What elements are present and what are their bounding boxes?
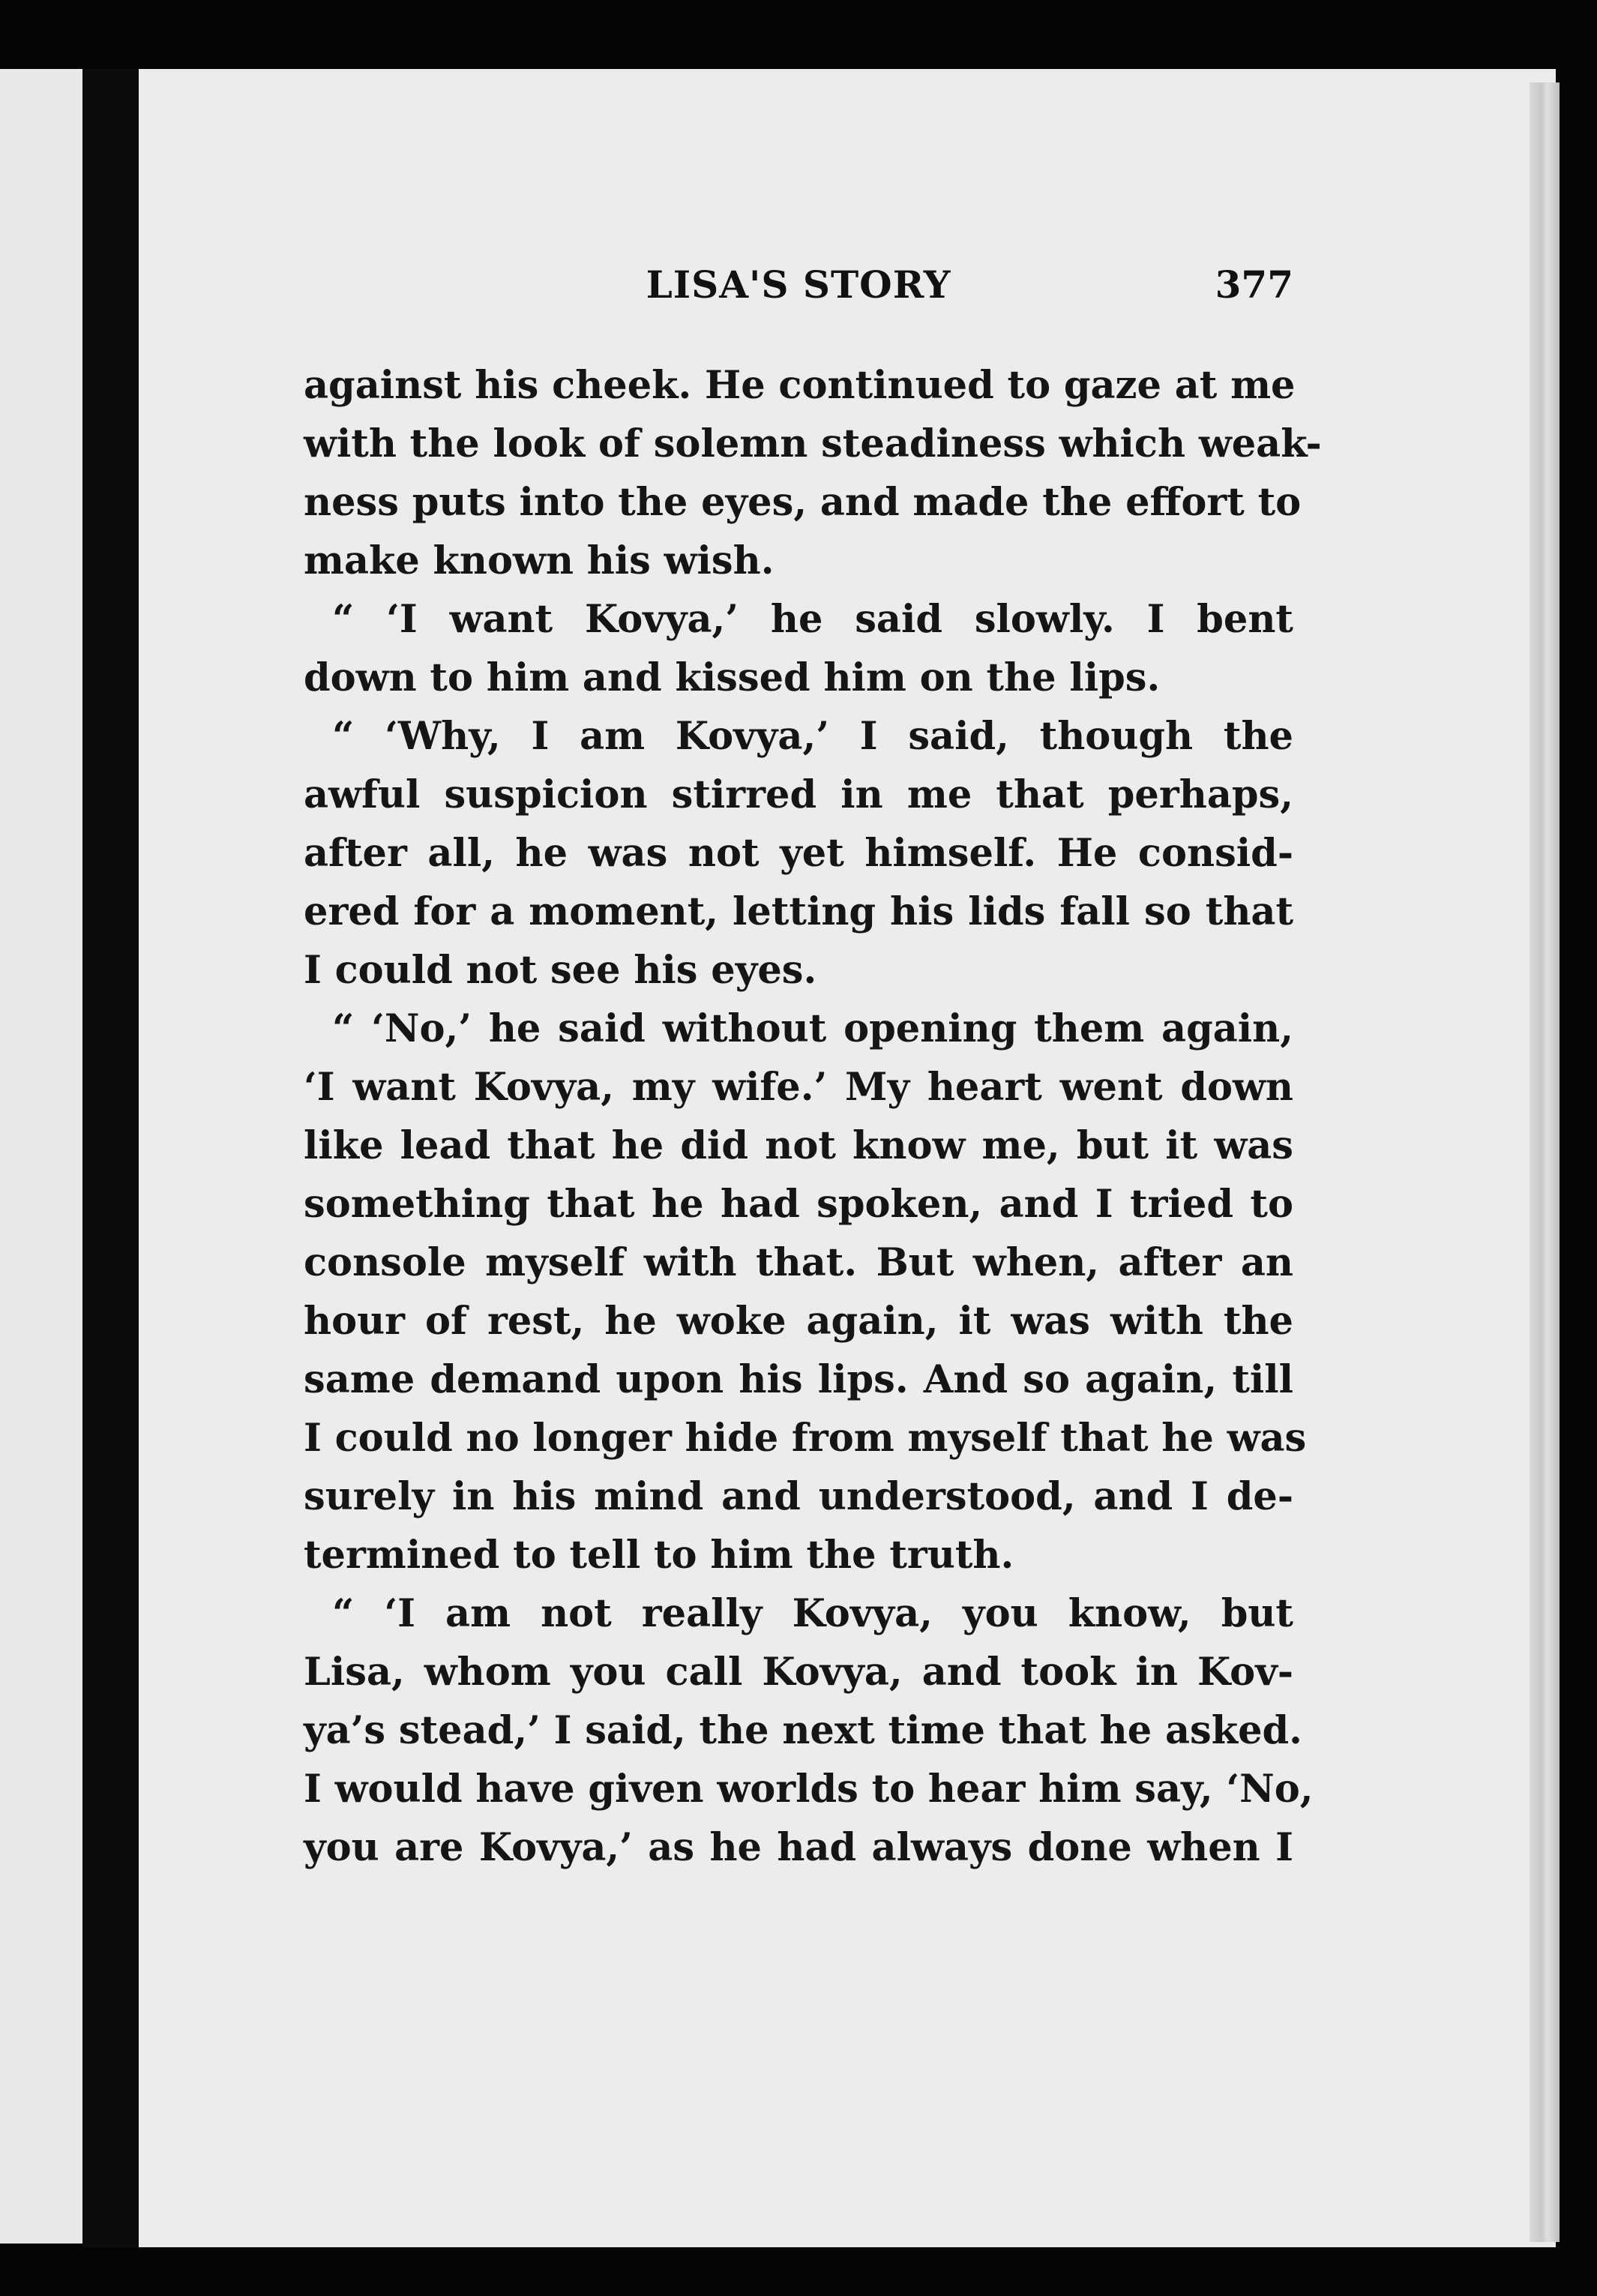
text-line: console myself with that. But when, after an [304, 1240, 1293, 1285]
page-fore-edge [1530, 82, 1560, 2242]
page-gutter [82, 69, 139, 2247]
text-line: “ ‘I want Kovya,’ he said slowly. I bent [332, 597, 1293, 642]
text-line: ‘I want Kovya, my wife.’ My heart went down [304, 1065, 1293, 1110]
text-line: surely in his mind and understood, and I de- [304, 1474, 1293, 1519]
text-line: ered for a moment, letting his lids fall so that [304, 889, 1293, 934]
text-line: Lisa, whom you call Kovya, and took in Kov- [304, 1650, 1293, 1695]
text-line: termined to tell to him the truth. [304, 1533, 1014, 1578]
text-line: “ ‘I am not really Kovya, you know, but [332, 1591, 1293, 1636]
text-line: same demand upon his lips. And so again, till [304, 1357, 1293, 1402]
text-line: awful suspicion stirred in me that perhaps, [304, 772, 1293, 817]
running-title: LISA'S STORY [646, 262, 951, 307]
text-line: you are Kovya,’ as he had always done when I [304, 1825, 1293, 1870]
text-line: make known his wish. [304, 538, 775, 583]
text-line: I could not see his eyes. [304, 948, 817, 993]
text-line: I would have given worlds to hear him say, ‘No, [304, 1767, 1314, 1812]
facing-page-edge [0, 69, 82, 2244]
text-line: hour of rest, he woke again, it was with the [304, 1299, 1293, 1344]
page-header [304, 262, 1293, 330]
text-line: something that he had spoken, and I tried to [304, 1182, 1293, 1227]
text-line: I could no longer hide from myself that he was [304, 1416, 1307, 1461]
text-line: after all, he was not yet himself. He consid- [304, 831, 1293, 876]
text-line: ya’s stead,’ I said, the next time that he asked. [304, 1708, 1302, 1753]
text-line: “ ‘Why, I am Kovya,’ I said, though the [332, 714, 1293, 759]
text-line: ness puts into the eyes, and made the effort to [304, 480, 1302, 525]
body-text [304, 356, 1322, 1877]
text-line: “ ‘No,’ he said without opening them again, [332, 1006, 1293, 1051]
text-line: like lead that he did not know me, but it was [304, 1123, 1293, 1168]
text-line: against his cheek. He continued to gaze at me [304, 363, 1296, 408]
text-line: down to him and kissed him on the lips. [304, 655, 1161, 700]
page-number: 377 [1215, 262, 1293, 307]
text-line: with the look of solemn steadiness which weak- [304, 421, 1322, 466]
